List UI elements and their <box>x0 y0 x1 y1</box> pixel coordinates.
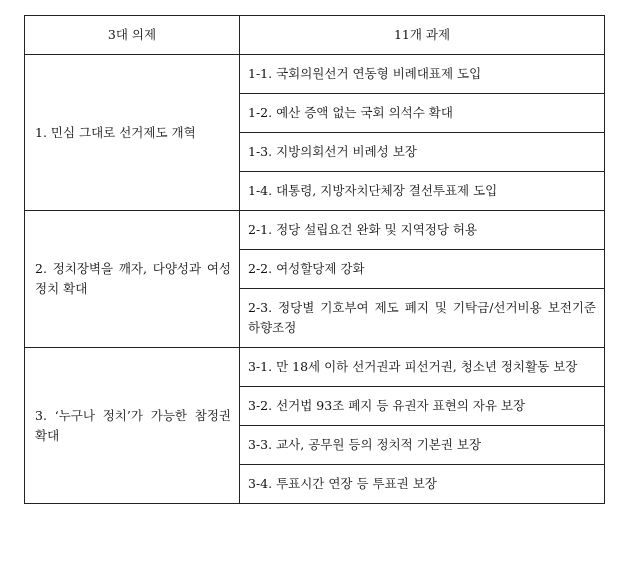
agenda-table <box>24 15 605 504</box>
task-cell: 3-3. 교사, 공무원 등의 정치적 기본권 보장 <box>240 426 605 465</box>
agenda-cell: 3. ‘누구나 정치’가 가능한 참정권 확대 <box>25 348 240 504</box>
task-cell: 3-1. 만 18세 이하 선거권과 피선거권, 청소년 정치활동 보장 <box>240 348 605 387</box>
task-cell: 1-1. 국회의원선거 연동형 비례대표제 도입 <box>240 55 605 94</box>
header-agenda: 3대 의제 <box>25 16 240 55</box>
table-row <box>25 348 605 387</box>
task-cell: 2-2. 여성할당제 강화 <box>240 250 605 289</box>
agenda-cell: 2. 정치장벽을 깨자, 다양성과 여성정치 확대 <box>25 211 240 348</box>
task-cell: 3-4. 투표시간 연장 등 투표권 보장 <box>240 465 605 504</box>
agenda-cell: 1. 민심 그대로 선거제도 개혁 <box>25 55 240 211</box>
task-cell: 2-3. 정당별 기호부여 제도 폐지 및 기탁금/선거비용 보전기준 하향조정 <box>240 289 605 348</box>
table-row <box>25 55 605 94</box>
table-row <box>25 211 605 250</box>
task-cell: 1-3. 지방의회선거 비례성 보장 <box>240 133 605 172</box>
task-cell: 1-2. 예산 증액 없는 국회 의석수 확대 <box>240 94 605 133</box>
header-row <box>25 16 605 55</box>
task-cell: 2-1. 정당 설립요건 완화 및 지역정당 허용 <box>240 211 605 250</box>
task-cell: 1-4. 대통령, 지방자치단체장 결선투표제 도입 <box>240 172 605 211</box>
header-tasks: 11개 과제 <box>240 16 605 55</box>
task-cell: 3-2. 선거법 93조 폐지 등 유권자 표현의 자유 보장 <box>240 387 605 426</box>
